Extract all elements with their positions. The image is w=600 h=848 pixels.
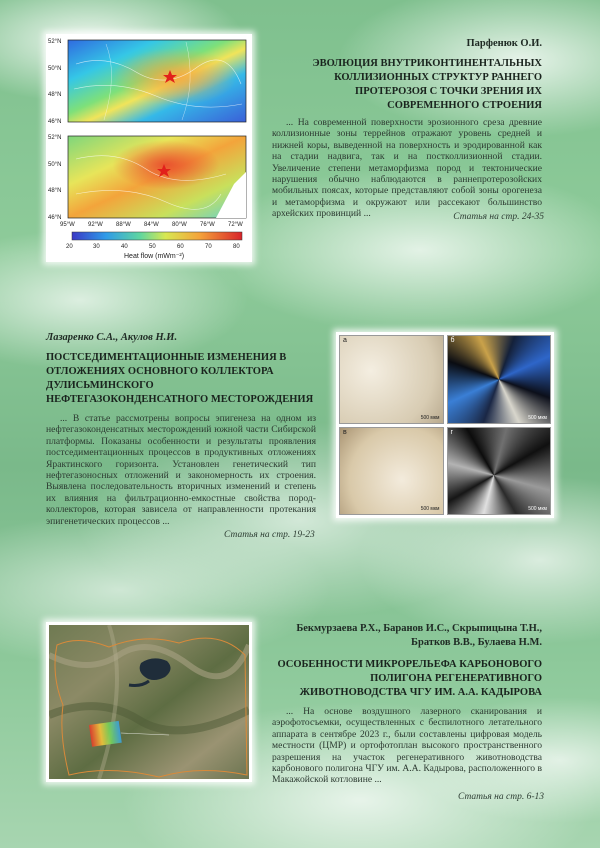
article-3-text <box>272 622 542 786</box>
article-2-text <box>46 332 316 527</box>
colorbar-tick: 30 <box>93 244 100 250</box>
micrograph-b <box>447 335 552 424</box>
lat-tick: 50°N <box>48 162 62 168</box>
lon-tick: 95°W <box>60 222 75 228</box>
lat-tick: 46°N <box>48 215 62 221</box>
colorbar <box>72 232 242 240</box>
article-3-page-link[interactable]: Статья на стр. 6-13 <box>457 792 544 802</box>
scale-bar-label: 500 мкм <box>420 506 440 512</box>
lat-tick: 50°N <box>48 66 62 72</box>
colorbar-tick: 20 <box>66 244 73 250</box>
colorbar-tick: 80 <box>233 244 240 250</box>
scale-bar-label: 500 мкм <box>528 506 547 512</box>
lon-tick: 72°W <box>228 222 243 228</box>
thin-section-micrographs <box>336 332 554 518</box>
micrograph-d <box>447 427 552 516</box>
article-1-abstract: ... На современной поверхности эрозионного среза древние коллизионные зоны террейнов отражают уровень средней и нижней коры, выведенной на поверхность и эродированной как на стадии надвига, так и на постколлизионной стадии. Увеличение степени метаморфизма пород и тектонические нарушения обычно наблюдаются в раннепротерозойских мобильных поясах, которые представляют собой зоны орогенеза и метаморфизма и окружают или рассекают большинство архейских провинций ... <box>272 117 542 220</box>
article-1-text <box>272 38 542 220</box>
scale-bar-label: 500 мкм <box>528 414 547 421</box>
panel-label: г <box>450 428 454 436</box>
lat-tick: 52°N <box>48 135 62 141</box>
lat-tick: 48°N <box>48 188 62 194</box>
colorbar-tick: 70 <box>205 244 212 250</box>
colorbar-tick: 40 <box>121 244 128 250</box>
heat-flow-map-top <box>68 40 246 122</box>
terrain-map-svg <box>49 625 249 779</box>
lat-tick: 52°N <box>48 39 62 45</box>
article-1-title: ЭВОЛЮЦИЯ ВНУТРИКОНТИНЕНТАЛЬНЫХ КОЛЛИЗИОННЫХ СТРУКТУР РАННЕГО ПРОТЕРОЗОЯ С ТОЧКИ ЗРЕНИЯ ИХ СОВРЕМЕННОГО СТРОЕНИЯ <box>312 58 542 111</box>
heat-flow-map-figure <box>46 34 252 262</box>
micrograph-c <box>339 427 444 516</box>
lat-tick: 48°N <box>48 92 62 98</box>
panel-label: в <box>343 428 347 436</box>
colorbar-label: Heat flow (mWm⁻²) <box>124 253 185 260</box>
lat-tick: 46°N <box>48 119 62 125</box>
heat-flow-map-bottom <box>68 136 246 218</box>
micrograph-a <box>339 335 444 424</box>
lon-tick: 76°W <box>200 222 215 228</box>
colorbar-tick: 60 <box>177 244 184 250</box>
panel-label: б <box>450 337 455 344</box>
scale-bar-label: 500 мкм <box>420 414 440 421</box>
article-1-authors: Парфенюк О.И. <box>466 38 542 49</box>
article-3-abstract: ... На основе воздушного лазерного сканирования и аэрофотосъемки, осуществленных с беспилотного летательного аппарата в сентябре 2023 г., были составлены цифровая модель местности (ЦМР) и ортофотоплан высокого пространственного разрешения на участок регенеративного животноводства карбонового полигона ЧГУ им. А.А. Кадырова, расположенного в Макажойской котловине ... <box>272 706 542 786</box>
lon-tick: 84°W <box>144 222 159 228</box>
article-2-page-link[interactable]: Статья на стр. 19-23 <box>224 530 315 540</box>
article-1-page-link[interactable]: Статья на стр. 24-35 <box>453 212 544 222</box>
aerial-terrain-map <box>46 622 252 782</box>
lon-tick: 80°W <box>172 222 187 228</box>
article-2-authors: Лазаренко С.А., Акулов Н.И. <box>46 332 178 343</box>
lon-tick: 88°W <box>116 222 131 228</box>
panel-label: a <box>343 337 347 344</box>
dem-overlay <box>89 721 122 747</box>
heat-flow-map-svg <box>46 34 252 262</box>
article-3-authors: Бекмурзаева Р.Х., Баранов И.С., Скрыпицына Т.Н., Братков В.В., Булаева Н.М. <box>296 623 542 648</box>
lon-tick: 92°W <box>88 222 103 228</box>
article-2-title: ПОСТСЕДИМЕНТАЦИОННЫЕ ИЗМЕНЕНИЯ В ОТЛОЖЕНИЯХ ОСНОВНОГО КОЛЛЕКТОРА ДУЛИСЬМИНСКОГО НЕФТЕГАЗОКОНДЕНСАТНОГО МЕСТОРОЖДЕНИЯ <box>46 352 314 405</box>
colorbar-tick: 50 <box>149 244 156 250</box>
article-3-title: ОСОБЕННОСТИ МИКРОРЕЛЬЕФА КАРБОНОВОГО ПОЛИГОНА РЕГЕНЕРАТИВНОГО ЖИВОТНОВОДСТВА ЧГУ ИМ. А.А. КАДЫРОВА <box>277 659 542 698</box>
article-2-abstract: ... В статье рассмотрены вопросы эпигенеза на одном из нефтегазоконденсатных месторождений южной части Сибирской платформы. Показаны особенности и результаты проявления постседиментационных процессов в продуктивных отложениях Ярактинского горизонта. Установлен генетический тип нефтегазоносных отложений и закономерность их строения. Выявлена последовательность вторичных изменений и степень их влияния на фильтрационно-емкостные свойства пород-коллекторов, которая зависела от направленности протекания эпигенетических процессов ... <box>46 413 316 527</box>
